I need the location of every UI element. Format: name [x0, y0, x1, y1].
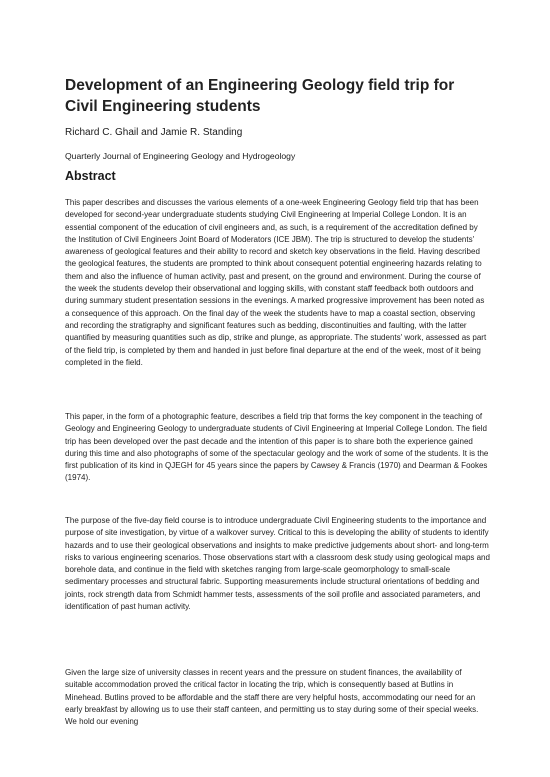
body-paragraph-1: This paper describes and discusses the various elements of a one-week Engineering Geology field trip that has been developed for second-year undergraduate students studying Civil Engineering at Imperial College London. It is an essential component of the education of civil engineers and, as such, is a requirement of the accreditation defined by the Institution of Civil Engineers Joint Board of Moderators (ICE JBM). The trip is structured to develop the students' awareness of geological features and their ability to record and sketch key observations in the field. Having described the geological features, the students are prompted to think about consequent potential engineering hazards relating to them and also the influence of human activity, past and present, on the ground and environment. During the course of the week the students develop their observational and logging skills, with constant staff feedback both outdoors and during summary student presentation sessions in the evenings. A marked progressive improvement has been noted as a consequence of this approach. On the final day of the week the students have to map a coastal section, observing and recording the stratigraphy and significant features such as bedding, discontinuities and faulting, with the latter quantified by measuring quantities such as dip, strike and plunge, as appropriate. The students' work, assessed as part of the field trip, is completed by them and handed in just before final departure at the end of the week, most of it being completed in the field.	[65, 198, 487, 367]
body-paragraph-2: This paper, in the form of a photographic feature, describes a field trip that forms the key component in the teaching of Geology and Engineering Geology to undergraduate students of Civil Engineering at Imperial College London. The field trip has been developed over the past decade and the intention of this paper is to share both the experience gained during this time and also photographs of some of the spectacular geology and the work of some of the students. It is the first publication of its kind in QJEGH for 45 years since the papers by Cawsey & Francis (1970) and Dearman & Fookes (1974).	[65, 412, 489, 483]
body-paragraph-3: The purpose of the five-day field course is to introduce undergraduate Civil Engineering students to the importance and purpose of site investigation, by virtue of a walkover survey. Critical to this is developing the ability of students to identify hazards and to use their geological observations and insights to make predictive judgements about short- and long-term risks to various engineering scenarios. Those observations start with a classroom desk study using geological maps and borehole data, and continue in the field with sketches ranging from large-scale geomorphology to small-scale sedimentary processes and structural fabric. Supporting measurements include structural orientations of bedding and joints, rock strength data from Schmidt hammer tests, assessments of the soil profile and associated parameters, and identification of past human activity.	[65, 516, 490, 612]
journal-name: Quarterly Journal of Engineering Geology and Hydrogeology	[65, 151, 296, 161]
abstract-heading: Abstract	[65, 169, 116, 183]
paper-title: Development of an Engineering Geology field trip for Civil Engineering students	[65, 77, 455, 115]
paper-authors: Richard C. Ghail and Jamie R. Standing	[65, 127, 243, 138]
body-paragraph-4: Given the large size of university classes in recent years and the pressure on student finances, the availability of suitable accommodation proved the critical factor in locating the trip, which is consequently based at Butlins in Minehead. Butlins proved to be affordable and the staff there are very helpful hosts, accommodating our need for an early breakfast by allowing us to use their staff canteen, and permitting us to stay during some of their special weeks. We hold our evening	[65, 668, 479, 727]
